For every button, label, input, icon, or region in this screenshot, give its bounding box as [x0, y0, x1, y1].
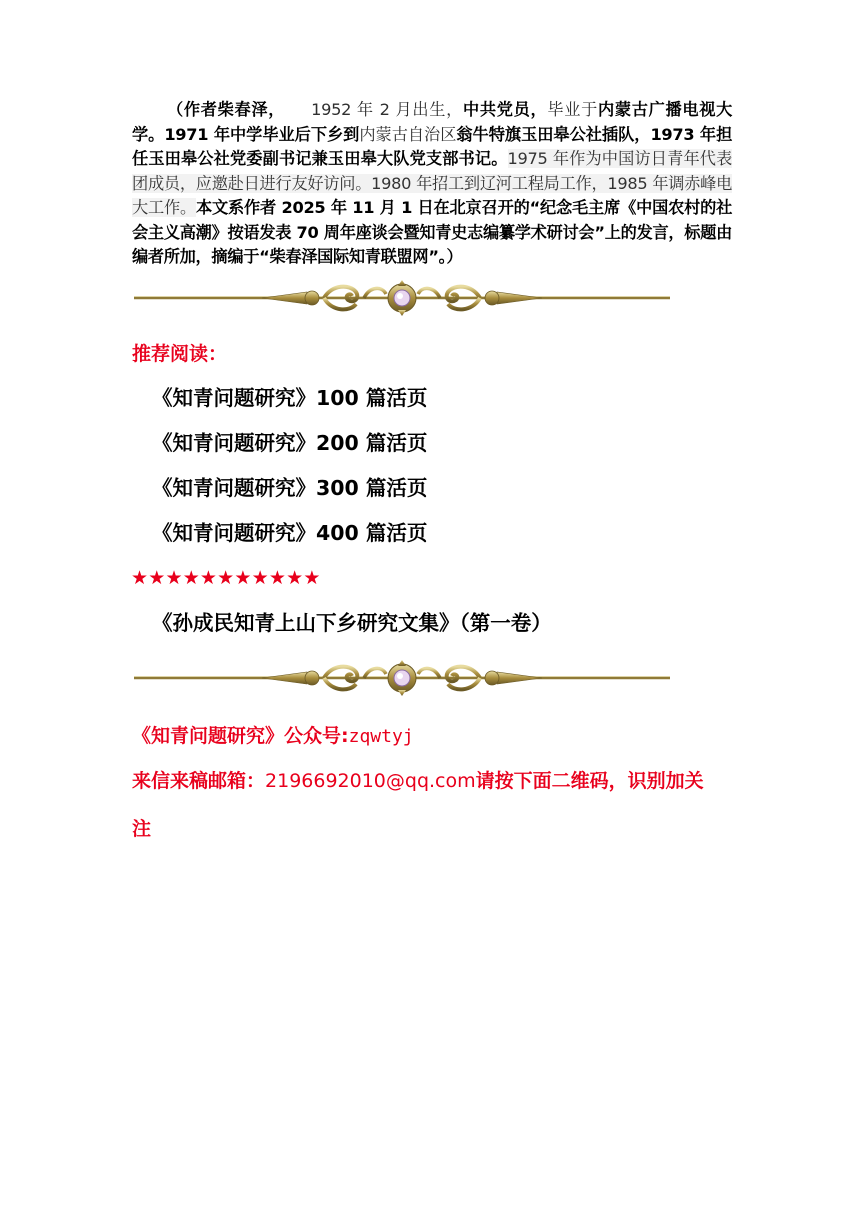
- bio-school: 内蒙古广播电视大学。: [132, 100, 732, 144]
- bio-birth: 1952 年 2 月出生，: [311, 100, 463, 119]
- reading-link-400[interactable]: 《知青问题研究》400 篇活页: [152, 521, 428, 545]
- author-bio: [132, 98, 732, 270]
- recommended-reading-heading: 推荐阅读：: [132, 343, 228, 365]
- ornamental-divider-bottom: [132, 658, 672, 698]
- wechat-account-label: 《知青问题研究》公众号:: [132, 725, 349, 747]
- ornament-graphic: [132, 278, 672, 318]
- reading-link-100[interactable]: 《知青问题研究》100 篇活页: [152, 386, 428, 410]
- qr-instruction-continued: 注: [132, 818, 152, 840]
- bio-1971b: 翁牛特旗玉田皋公社插队，1973 年担任玉田皋公社党委副书记兼玉田皋大队党支部书记。: [132, 124, 732, 168]
- submission-email-line: [132, 768, 704, 794]
- reading-link-300[interactable]: 《知青问题研究》300 篇活页: [152, 476, 428, 500]
- bio-japan-visit: 1975 年作为中国访日青年代表团成员，应邀赴日进行友好访问。1980 年招工到辽河工程局工作，1985 年调赤峰电大工作。: [132, 149, 732, 217]
- submission-email-address[interactable]: 2196692010@qq.com: [265, 770, 476, 792]
- qr-instruction: 请按下面二维码，识别加关: [475, 770, 704, 792]
- reading-link-collection[interactable]: 《孙成民知青上山下乡研究文集》（第一卷）: [152, 611, 552, 635]
- wechat-account-id[interactable]: zqwtyj: [348, 726, 414, 747]
- bio-1971a: 1971 年中学毕业后下乡到: [164, 124, 360, 144]
- ornamental-divider-top: [132, 278, 672, 318]
- submission-email-label: 来信来稿邮箱：: [132, 770, 266, 792]
- reading-link-200[interactable]: 《知青问题研究》200 篇活页: [152, 431, 428, 455]
- ornament-graphic: [132, 658, 672, 698]
- star-separator: ★★★★★★★★★★★: [131, 567, 321, 589]
- wechat-account-line: [132, 723, 414, 750]
- bio-party: 中共党员，: [462, 100, 548, 119]
- bio-grad-prefix: 毕业于: [547, 100, 598, 119]
- bio-open: （作者柴春泽，: [166, 100, 286, 119]
- bio-place: 内蒙古自治区: [359, 124, 457, 144]
- bio-source-note: 本文系作者 2025 年 11 月 1 日在北京召开的“纪念毛主席《中国农村的社会主义高潮》按语发表 70 周年座谈会暨知青史志编纂学术研讨会”上的发言，标题由编者所加，摘编于“柴春泽国际知青联盟网”。）: [132, 198, 732, 266]
